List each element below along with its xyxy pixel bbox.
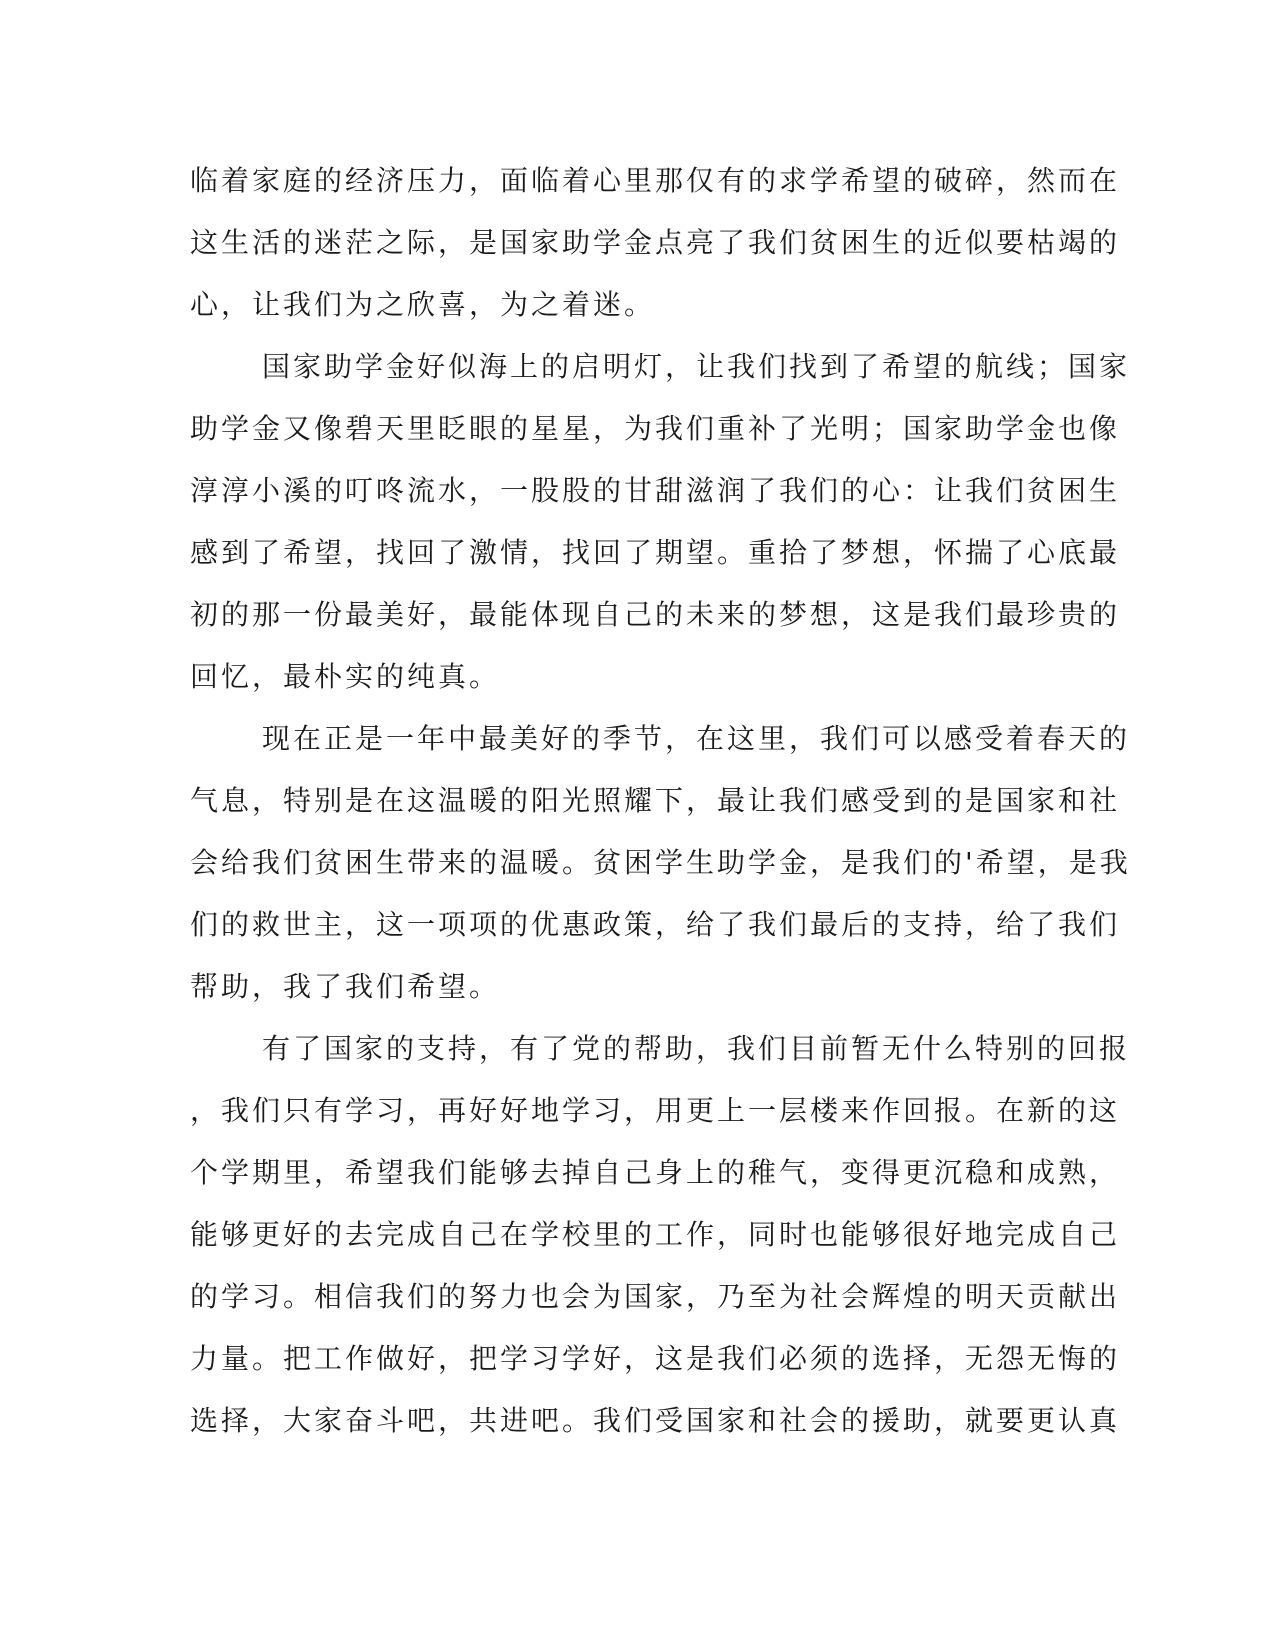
document-body	[190, 162, 1131, 1464]
text-line: 气息，特别是在这温暖的阳光照耀下，最让我们感受到的是国家和社	[190, 784, 1121, 817]
text-line: 会给我们贫困生带来的温暖。贫困学生助学金，是我们的'希望，是我	[190, 846, 1131, 879]
text-line: 初的那一份最美好，最能体现自己的未来的梦想，这是我们最珍贵的	[190, 598, 1121, 631]
text-line: ，我们只有学习，再好好地学习，用更上一层楼来作回报。在新的这	[190, 1094, 1121, 1127]
paragraph	[190, 720, 1131, 1030]
text-line: 能够更好的去完成自己在学校里的工作，同时也能够很好地完成自己	[190, 1218, 1121, 1251]
text-line: 的学习。相信我们的努力也会为国家，乃至为社会辉煌的明天贡献出	[190, 1280, 1121, 1313]
text-line: 有了国家的支持，有了党的帮助，我们目前暂无什么特别的回报	[262, 1032, 1131, 1065]
text-line: 现在正是一年中最美好的季节，在这里，我们可以感受着春天的	[262, 722, 1131, 755]
text-line: 淳淳小溪的叮咚流水，一股股的甘甜滋润了我们的心：让我们贫困生	[190, 474, 1121, 507]
text-line: 个学期里，希望我们能够去掉自己身上的稚气，变得更沉稳和成熟，	[190, 1156, 1121, 1189]
paragraph	[190, 348, 1131, 720]
text-line: 这生活的迷茫之际，是国家助学金点亮了我们贫困生的近似要枯竭的	[190, 226, 1121, 259]
paragraph	[190, 162, 1121, 348]
text-line: 国家助学金好似海上的启明灯，让我们找到了希望的航线；国家	[262, 350, 1131, 383]
text-line: 帮助，我了我们希望。	[190, 970, 501, 1003]
paragraph	[190, 1030, 1131, 1464]
text-line: 助学金又像碧天里眨眼的星星，为我们重补了光明；国家助学金也像	[190, 412, 1121, 445]
text-line: 们的救世主，这一项项的优惠政策，给了我们最后的支持，给了我们	[190, 908, 1121, 941]
text-line: 临着家庭的经济压力，面临着心里那仅有的求学希望的破碎，然而在	[190, 164, 1121, 197]
text-line: 选择，大家奋斗吧，共进吧。我们受国家和社会的援助，就要更认真	[190, 1404, 1121, 1437]
text-line: 心，让我们为之欣喜，为之着迷。	[190, 288, 656, 321]
text-line: 感到了希望，找回了激情，找回了期望。重拾了梦想，怀揣了心底最	[190, 536, 1121, 569]
text-line: 力量。把工作做好，把学习学好，这是我们必须的选择，无怨无悔的	[190, 1342, 1121, 1375]
text-line: 回忆，最朴实的纯真。	[190, 660, 501, 693]
